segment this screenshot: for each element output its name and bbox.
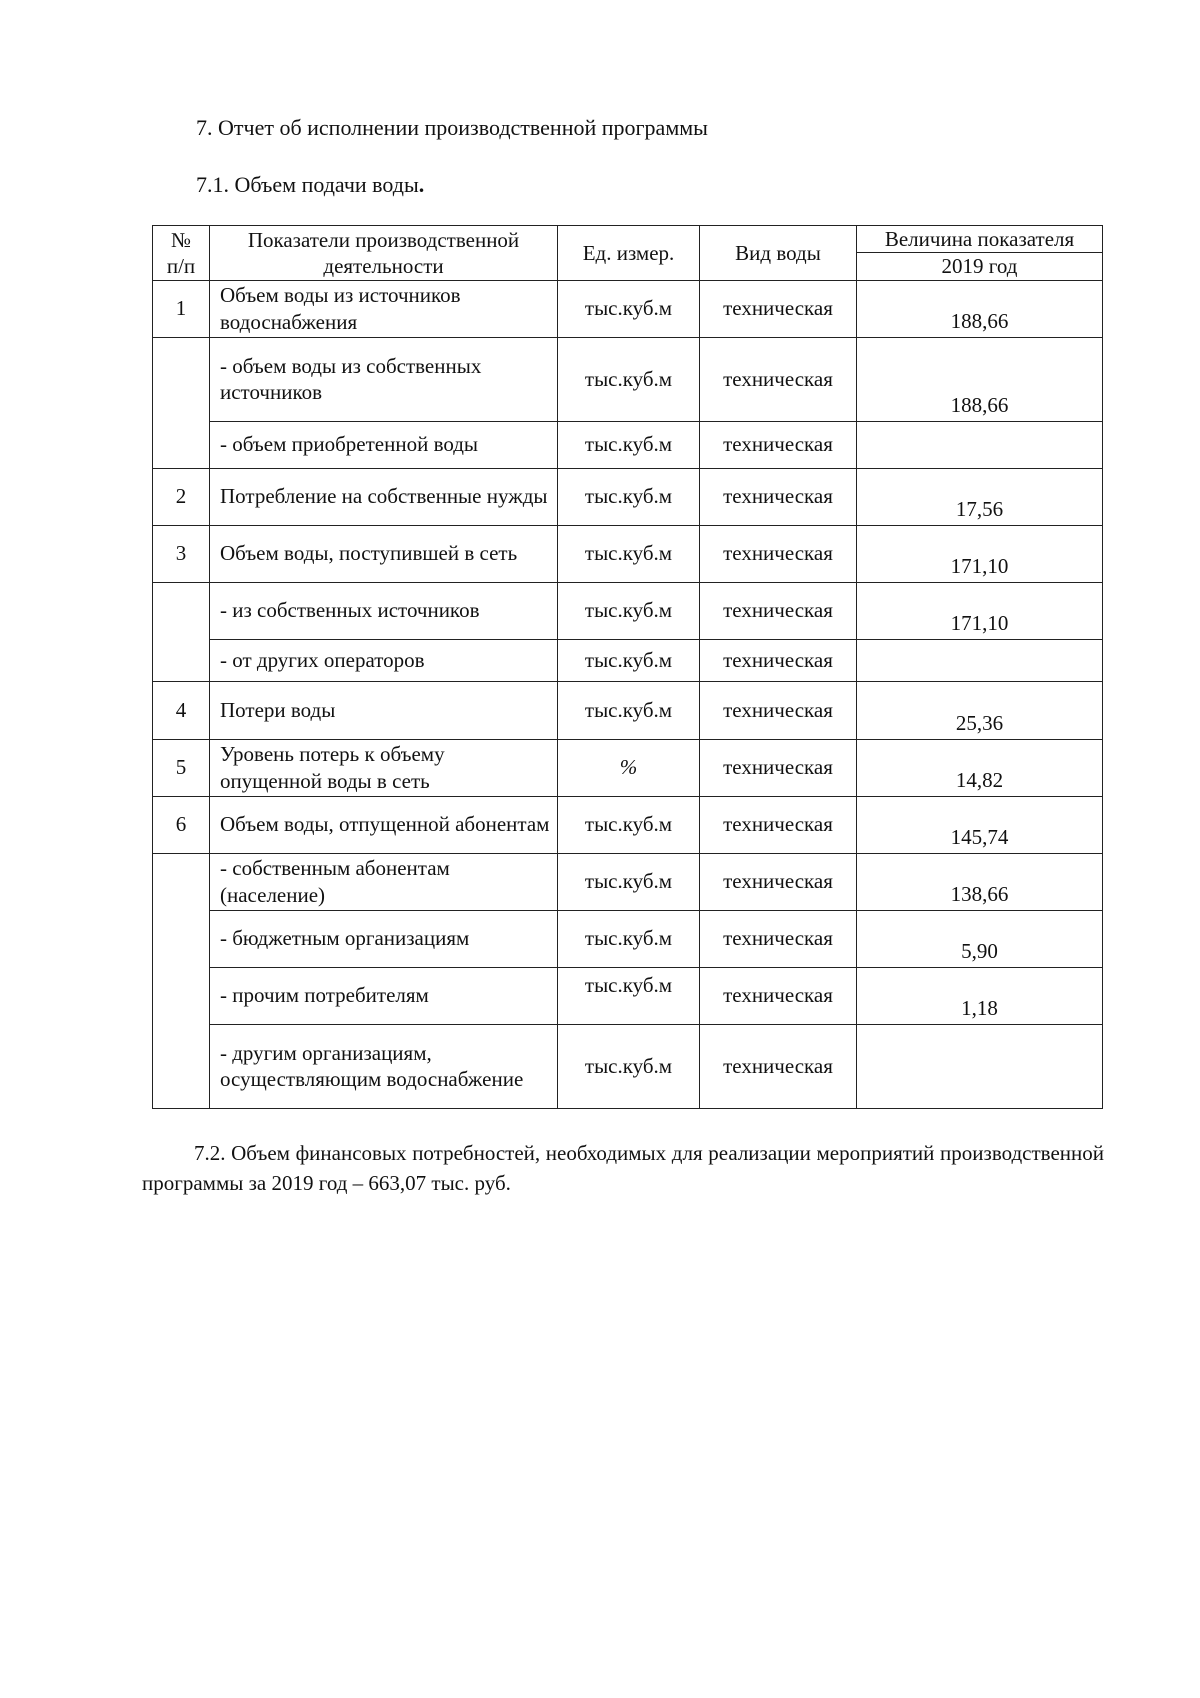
row-unit: тыс.куб.м [558, 910, 700, 967]
row-type: техническая [700, 582, 857, 639]
row-type: техническая [700, 337, 857, 421]
header-num [153, 226, 210, 281]
table-row [153, 1024, 1103, 1108]
subsection-title [196, 174, 424, 196]
row-value: 145,74 [857, 796, 1103, 853]
row-value: 188,66 [857, 280, 1103, 337]
row-name: - от других операторов [210, 639, 558, 681]
row-value [857, 1024, 1103, 1108]
header-num-line2: п/п [166, 253, 196, 278]
table-row [153, 739, 1103, 796]
row-num [153, 853, 210, 1108]
section-title: 7. Отчет об исполнении производственной программы [196, 115, 708, 140]
row-type: техническая [700, 468, 857, 525]
row-num [153, 337, 210, 468]
header-unit: Ед. измер. [558, 226, 700, 281]
table-row [153, 639, 1103, 681]
row-value: 188,66 [857, 337, 1103, 421]
table-row [153, 796, 1103, 853]
row-unit: тыс.куб.м [558, 681, 700, 739]
row-type: техническая [700, 739, 857, 796]
table-row [153, 337, 1103, 421]
subsection-title-dot: . [418, 172, 425, 197]
row-unit: тыс.куб.м [558, 582, 700, 639]
table-header [153, 226, 1103, 281]
table-row [153, 468, 1103, 525]
row-unit: тыс.куб.м [558, 853, 700, 910]
row-type: техническая [700, 639, 857, 681]
water-supply-table [152, 225, 1103, 1109]
row-name: - объем воды из собственных источников [210, 337, 558, 421]
financial-needs-paragraph: 7.2. Объем финансовых потребностей, необходимых для реализации мероприятий производственной программы за 2019 год – 663,07 тыс. руб. [142, 1141, 1104, 1195]
row-name: - бюджетным организациям [210, 910, 558, 967]
row-unit: % [558, 739, 700, 796]
row-unit: тыс.куб.м [558, 337, 700, 421]
row-num: 6 [153, 796, 210, 853]
table-row [153, 280, 1103, 337]
table-row [153, 582, 1103, 639]
row-value [857, 639, 1103, 681]
row-value: 17,56 [857, 468, 1103, 525]
header-year: 2019 год [857, 253, 1103, 280]
table-body [153, 280, 1103, 1108]
table-row [153, 910, 1103, 967]
row-type: техническая [700, 910, 857, 967]
row-num: 4 [153, 681, 210, 739]
row-name: - прочим потребителям [210, 967, 558, 1024]
row-type: техническая [700, 796, 857, 853]
row-name: Потребление на собственные нужды [210, 468, 558, 525]
row-unit: тыс.куб.м [558, 525, 700, 582]
subsection-title-text: 7.1. Объем подачи воды [196, 172, 419, 197]
row-value: 1,18 [857, 967, 1103, 1024]
row-value: 25,36 [857, 681, 1103, 739]
table-row [153, 681, 1103, 739]
row-type: техническая [700, 681, 857, 739]
table-row [153, 967, 1103, 1024]
row-type: техническая [700, 525, 857, 582]
row-name: Объем воды из источников водоснабжения [210, 280, 558, 337]
header-indicator: Показатели производственной деятельности [210, 226, 558, 281]
header-value: Величина показателя [857, 226, 1103, 253]
row-name: - из собственных источников [210, 582, 558, 639]
row-name: Объем воды, поступившей в сеть [210, 525, 558, 582]
row-value: 171,10 [857, 582, 1103, 639]
row-name: - другим организациям, осуществляющим водоснабжение [210, 1024, 558, 1108]
header-water-type: Вид воды [700, 226, 857, 281]
row-unit: тыс.куб.м [558, 421, 700, 468]
row-unit: тыс.куб.м [558, 796, 700, 853]
row-name: Потери воды [210, 681, 558, 739]
row-type: техническая [700, 967, 857, 1024]
table-row [153, 853, 1103, 910]
row-num: 2 [153, 468, 210, 525]
header-num-line1: № [170, 227, 192, 252]
row-value [857, 421, 1103, 468]
row-name: - объем приобретенной воды [210, 421, 558, 468]
row-unit: тыс.куб.м [558, 967, 700, 1024]
row-name: - собственным абонентам (население) [210, 853, 558, 910]
row-value: 171,10 [857, 525, 1103, 582]
row-type: техническая [700, 421, 857, 468]
row-num [153, 582, 210, 681]
row-type: техническая [700, 853, 857, 910]
row-type: техническая [700, 1024, 857, 1108]
row-type: техническая [700, 280, 857, 337]
row-num: 1 [153, 280, 210, 337]
row-unit: тыс.куб.м [558, 468, 700, 525]
row-value: 5,90 [857, 910, 1103, 967]
row-value: 14,82 [857, 739, 1103, 796]
row-num: 5 [153, 739, 210, 796]
table-row [153, 525, 1103, 582]
table-row [153, 421, 1103, 468]
row-name: Объем воды, отпущенной абонентам [210, 796, 558, 853]
row-value: 138,66 [857, 853, 1103, 910]
row-num: 3 [153, 525, 210, 582]
row-name: Уровень потерь к объему опущенной воды в сеть [210, 739, 558, 796]
row-unit: тыс.куб.м [558, 280, 700, 337]
row-unit: тыс.куб.м [558, 639, 700, 681]
row-unit: тыс.куб.м [558, 1024, 700, 1108]
